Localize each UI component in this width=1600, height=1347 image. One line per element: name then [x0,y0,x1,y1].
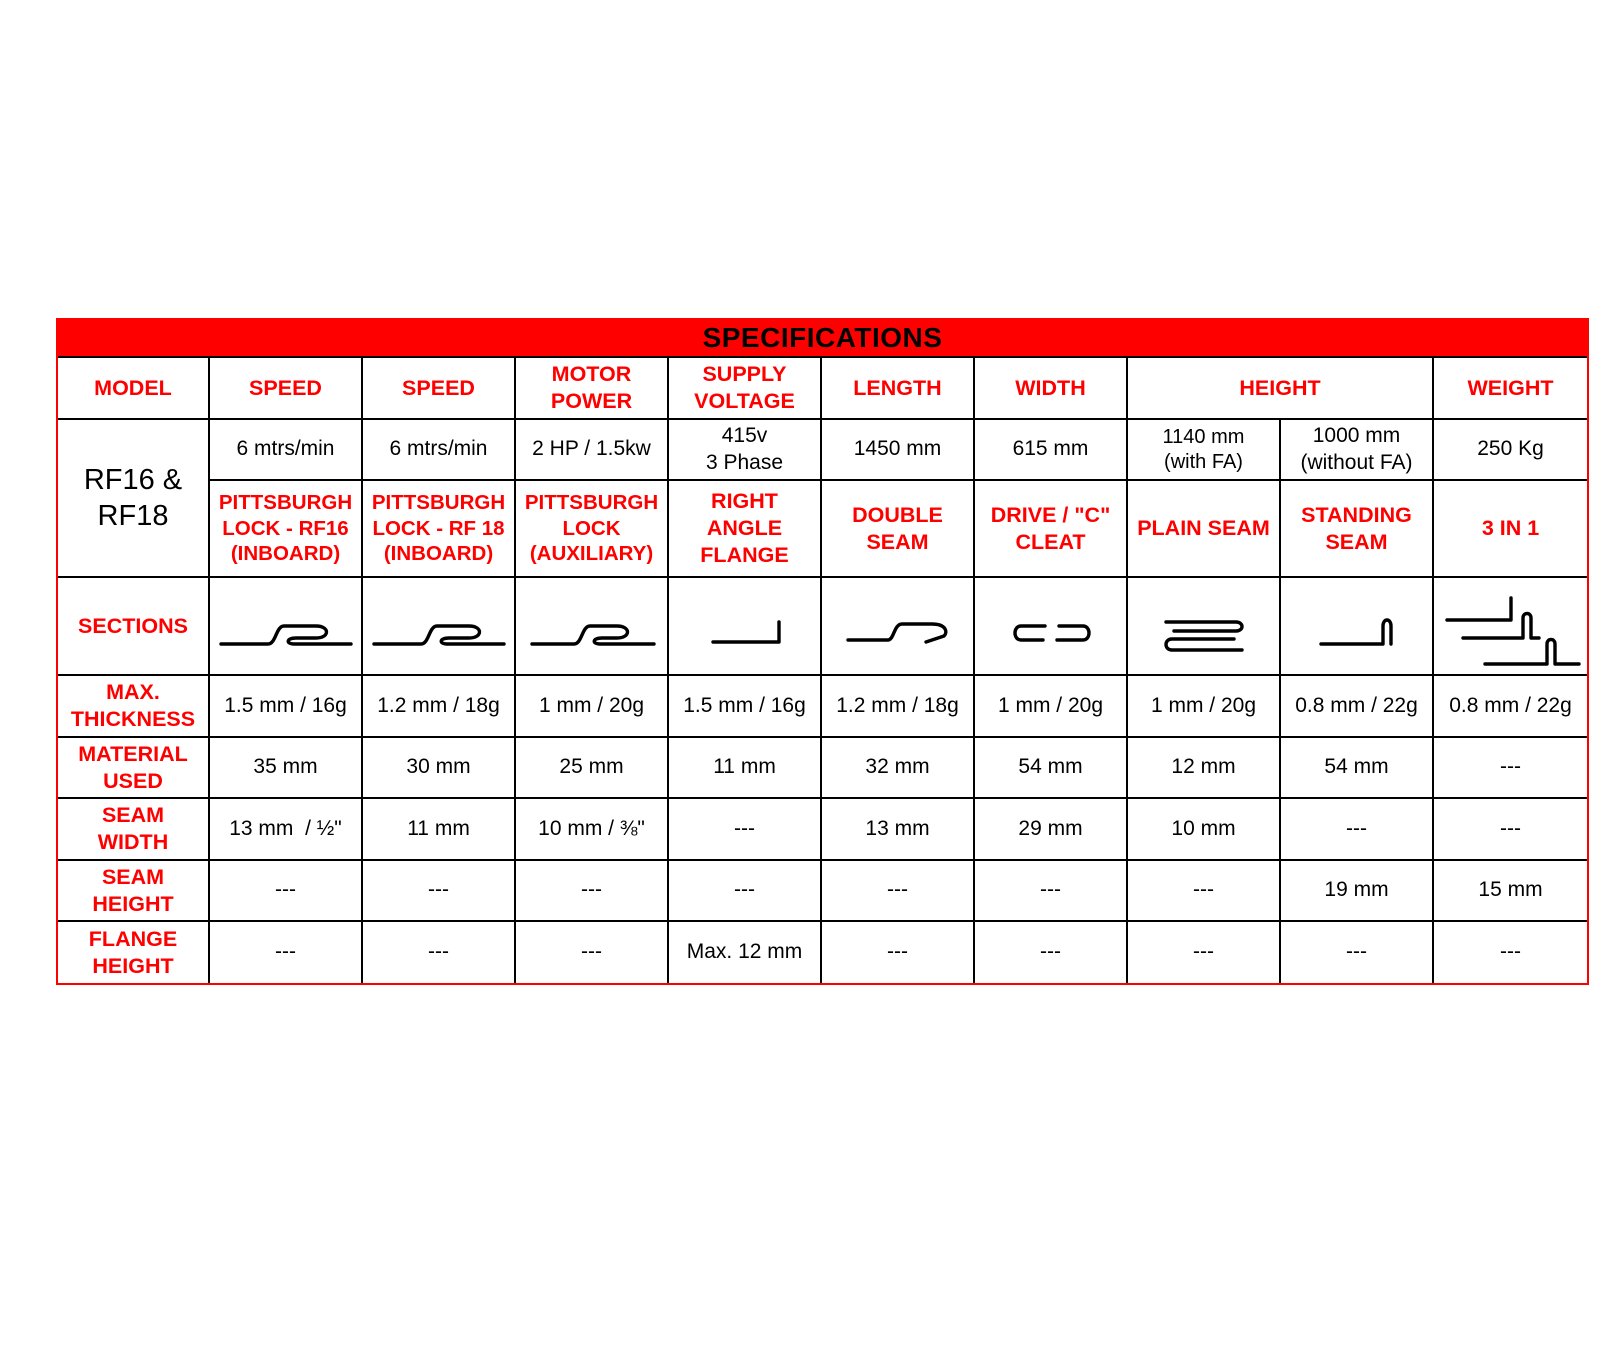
seam-type-3-line3: (AUXILIARY) [529,542,654,566]
header-height-label: HEIGHT [1239,375,1321,400]
header-weight [1434,358,1587,420]
seam-width-9: --- [1434,799,1587,861]
seam-height-7: --- [1128,861,1281,922]
standing-seam-icon [1287,586,1427,666]
seam-width-1 [210,799,363,861]
weight-value: 250 Kg [1434,420,1587,481]
row-label-seam-width [58,799,210,861]
header-model [58,358,210,420]
section-cell-6 [975,578,1128,676]
header-speed-2 [363,358,516,420]
max-thickness-6: 1 mm / 20g [975,676,1128,738]
seam-type-4-line3: FLANGE [700,542,789,567]
material-used-6: 54 mm [975,738,1128,799]
flange-height-1: --- [210,922,363,983]
seam-type-4-line2: ANGLE [706,516,783,541]
row-label-max-thickness-line1: MAX. [106,680,160,705]
speed-2-value: 6 mtrs/min [363,420,516,481]
material-used-4: 11 mm [669,738,822,799]
seam-width-1-unit: " [334,816,342,840]
row-label-flange-height [58,922,210,983]
seam-type-5-line1: DOUBLE [852,502,943,527]
drive-cleat-icon [981,586,1121,666]
flange-height-6: --- [975,922,1128,983]
seam-type-7 [1128,481,1281,578]
seam-height-8: 19 mm [1281,861,1434,922]
seam-width-3-value: 10 mm / [538,816,620,840]
seam-height-1: --- [210,861,363,922]
seam-height-2: --- [363,861,516,922]
seam-type-8-line1: STANDING [1301,502,1412,527]
seam-type-4 [669,481,822,578]
section-cell-4 [669,578,822,676]
seam-type-9 [1434,481,1587,578]
seam-width-8: --- [1281,799,1434,861]
supply-voltage-line2: 3 Phase [705,450,784,474]
row-label-max-thickness-line2: THICKNESS [70,707,196,731]
height-with-fa-line1: 1140 mm [1162,425,1245,448]
table-title: SPECIFICATIONS [702,322,943,353]
height-without-fa-line1: 1000 mm [1312,424,1401,448]
seam-width-3-fraction: ⅜ [619,816,638,840]
max-thickness-7: 1 mm / 20g [1128,676,1281,738]
row-label-flange-height-line2: HEIGHT [92,953,174,978]
seam-type-5-line2: SEAM [866,529,929,554]
width-value: 615 mm [975,420,1128,481]
section-cell-9 [1434,578,1587,676]
header-length-label: LENGTH [853,375,942,400]
seam-type-1-line3: (INBOARD) [230,542,341,566]
row-label-seam-width-line2: WIDTH [97,830,169,854]
seam-type-7-line1: PLAIN SEAM [1137,516,1270,541]
header-width [975,358,1128,420]
seam-width-1-fraction: ½ [316,816,335,840]
seam-type-9-line1: 3 IN 1 [1481,516,1540,541]
double-seam-icon [828,586,968,666]
row-label-seam-height-line1: SEAM [101,864,165,889]
header-weight-label: WEIGHT [1467,375,1554,400]
header-supply-voltage-label: SUPPLY VOLTAGE [694,362,795,413]
seam-type-2-line1: PITTSBURGH [371,491,506,515]
table-title-bar [58,320,1587,358]
seam-height-9: 15 mm [1434,861,1587,922]
row-label-sections-text: SECTIONS [78,613,188,638]
seam-width-2: 11 mm [363,799,516,861]
plain-seam-icon [1134,586,1274,666]
seam-type-2 [363,481,516,578]
seam-type-1-line1: PITTSBURGH [218,491,353,515]
header-speed-2-label: SPEED [402,375,475,400]
section-cell-3 [516,578,669,676]
flange-height-4: Max. 12 mm [669,922,822,983]
max-thickness-3: 1 mm / 20g [516,676,669,738]
max-thickness-8: 0.8 mm / 22g [1281,676,1434,738]
row-label-material-used [58,738,210,799]
header-width-label: WIDTH [1015,375,1086,400]
pittsburgh-lock-icon [216,586,356,666]
seam-width-3 [516,799,669,861]
max-thickness-5: 1.2 mm / 18g [822,676,975,738]
flange-height-9: --- [1500,940,1521,964]
motor-power-value: 2 HP / 1.5kw [516,420,669,481]
section-cell-2 [363,578,516,676]
seam-width-1-value: 13 mm / [229,816,317,840]
header-speed-1-label: SPEED [249,375,322,400]
seam-type-4-line1: RIGHT [711,489,778,514]
material-used-7: 12 mm [1128,738,1281,799]
height-with-fa-value [1128,420,1281,481]
seam-width-7: 10 mm [1128,799,1281,861]
height-without-fa-line2: (without FA) [1300,450,1413,474]
seam-type-1-line2: LOCK - RF16 [222,516,349,540]
max-thickness-1: 1.5 mm / 16g [210,676,363,738]
row-label-seam-height [58,861,210,922]
seam-type-8-line2: SEAM [1325,529,1388,554]
seam-width-5: 13 mm [822,799,975,861]
seam-height-5: --- [822,861,975,922]
header-length [822,358,975,420]
row-label-seam-height-line2: HEIGHT [92,891,174,916]
section-cell-5 [822,578,975,676]
seam-height-4: --- [669,861,822,922]
material-used-3: 25 mm [516,738,669,799]
section-cell-7 [1128,578,1281,676]
seam-type-1 [210,481,363,578]
seam-height-6: --- [975,861,1128,922]
max-thickness-9: 0.8 mm / 22g [1434,676,1587,738]
seam-type-2-line2: LOCK - RF 18 [372,516,505,540]
specifications-table [56,318,1589,985]
three-in-one-icon [1441,586,1581,666]
pittsburgh-lock-icon [522,586,662,666]
material-used-8: 54 mm [1281,738,1434,799]
row-label-seam-width-line1: SEAM [101,803,165,828]
supply-voltage-line1: 415v [721,424,768,448]
speed-1-value: 6 mtrs/min [210,420,363,481]
seam-height-3: --- [516,861,669,922]
material-used-1: 35 mm [210,738,363,799]
model-name: RF16 & RF18 [83,463,183,532]
header-supply-voltage [669,358,822,420]
right-angle-flange-icon [675,586,815,666]
flange-height-3: --- [516,922,669,983]
header-speed-1 [210,358,363,420]
height-with-fa-line2: (with FA) [1164,450,1243,473]
material-used-9: --- [1434,738,1587,799]
seam-width-6: 29 mm [975,799,1128,861]
section-cell-1 [210,578,363,676]
spec-grid [58,358,1587,983]
seam-type-3-line1: PITTSBURGH [524,491,659,515]
seam-width-4: --- [669,799,822,861]
flange-height-8: --- [1281,922,1434,983]
seam-type-5 [822,481,975,578]
pittsburgh-lock-icon [369,586,509,666]
seam-type-6-line1: DRIVE / "C" [990,502,1111,527]
max-thickness-2: 1.2 mm / 18g [363,676,516,738]
header-motor-power [516,358,669,420]
row-label-material-used-line1: MATERIAL [78,741,188,766]
seam-type-2-line3: (INBOARD) [383,542,494,566]
flange-height-5: --- [822,922,975,983]
height-without-fa-value [1281,420,1434,481]
seam-width-3-unit: " [637,816,645,840]
row-label-max-thickness [58,676,210,738]
seam-type-6-line2: CLEAT [1015,529,1086,554]
row-label-sections [58,578,210,676]
flange-height-2: --- [363,922,516,983]
supply-voltage-value [669,420,822,481]
section-cell-8 [1281,578,1434,676]
flange-height-7: --- [1128,922,1281,983]
model-cell [58,420,210,578]
length-value: 1450 mm [822,420,975,481]
row-label-flange-height-line1: FLANGE [88,926,178,951]
material-used-5: 32 mm [822,738,975,799]
seam-type-8 [1281,481,1434,578]
header-height [1128,358,1434,420]
seam-type-6 [975,481,1128,578]
material-used-2: 30 mm [363,738,516,799]
header-model-label: MODEL [94,375,172,400]
seam-type-3-line2: LOCK [562,516,621,540]
header-motor-power-label: MOTOR POWER [550,362,633,413]
seam-type-3 [516,481,669,578]
row-label-material-used-line2: USED [103,768,163,793]
max-thickness-4: 1.5 mm / 16g [669,676,822,738]
